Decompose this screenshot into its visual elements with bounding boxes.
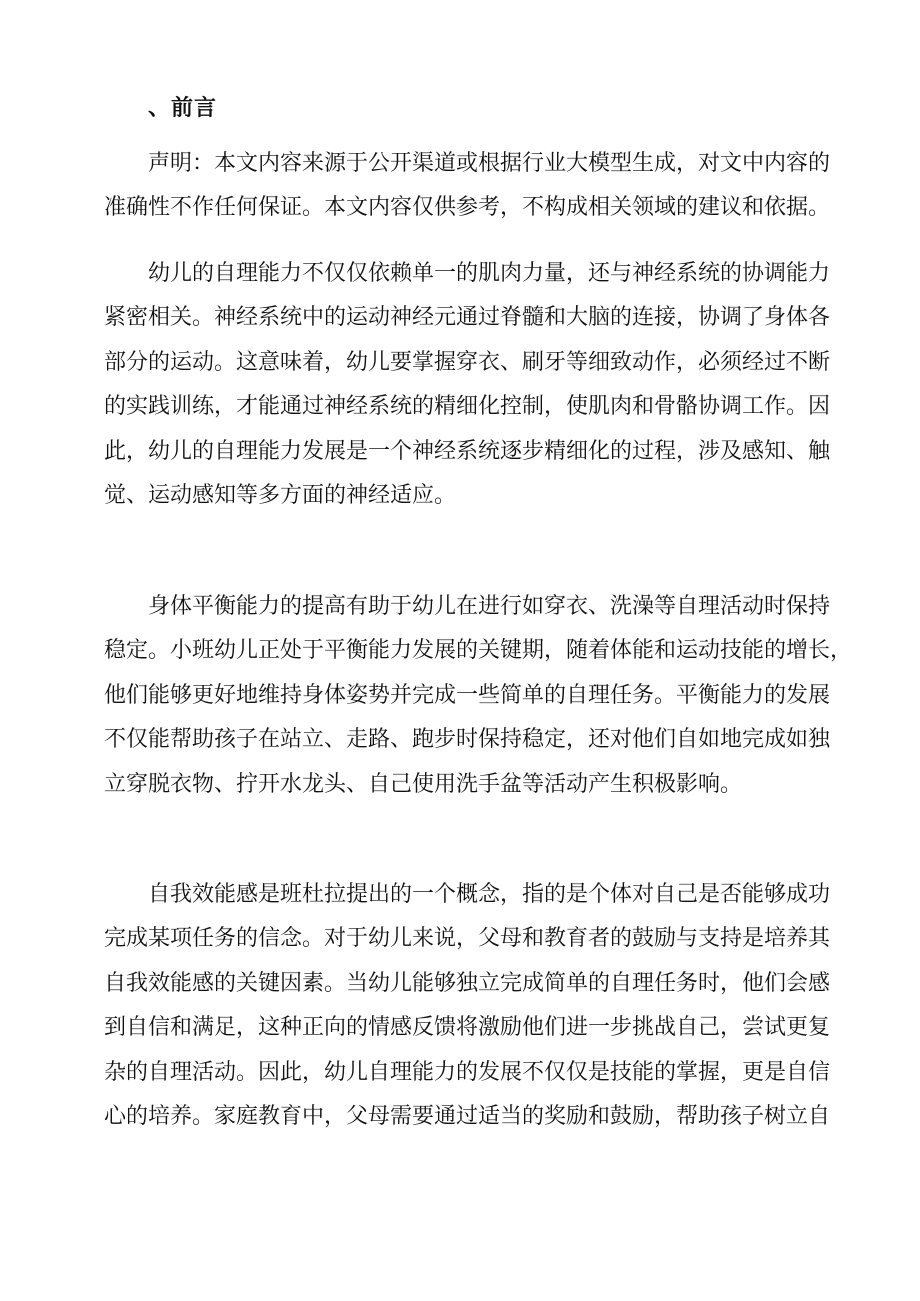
paragraph-line: 心的培养。家庭教育中，父母需要通过适当的奖励和鼓励，帮助孩子树立自 [104,1104,831,1130]
paragraph-line: 他们能够更好地维持身体姿势并完成一些简单的自理任务。平衡能力的发展 [104,682,831,708]
paragraph-line: 身体平衡能力的提高有助于幼儿在进行如穿衣、洗澡等自理活动时保持 [148,594,831,619]
body-paragraph-balance [104,585,853,807]
paragraph-line: 准确性不作任何保证。本文内容仅供参考，不构成相关领域的建议和依据。 [104,195,831,221]
paragraph-line: 杂的自理活动。因此，幼儿自理能力的发展不仅仅是技能的掌握，更是自信 [104,1059,831,1085]
paragraph-line: 稳定。小班幼儿正处于平衡能力发展的关键期，随着体能和运动技能的增长， [104,638,853,664]
paragraph-line: 的实践训练，才能通过神经系统的精细化控制，使肌肉和骨骼协调工作。因 [104,394,831,420]
paragraph-line: 此，幼儿的自理能力发展是一个神经系统逐步精细化的过程，涉及感知、触 [104,438,831,464]
paragraph-line: 自我效能感的关键因素。当幼儿能够独立完成简单的自理任务时，他们会感 [104,970,831,996]
paragraph-line: 幼儿的自理能力不仅仅依赖单一的肌肉力量，还与神经系统的协调能力 [148,261,831,286]
paragraph-line: 完成某项任务的信念。对于幼儿来说，父母和教育者的鼓励与支持是培养其 [104,926,831,952]
paragraph-line: 到自信和满足，这种正向的情感反馈将激励他们进一步挑战自己，尝试更复 [104,1015,831,1041]
body-paragraph-self-efficacy [104,873,839,1139]
paragraph-line: 声明：本文内容来源于公开渠道或根据行业大模型生成，对文中内容的 [148,151,831,176]
paragraph-line: 立穿脱衣物、拧开水龙头、自己使用洗手盆等活动产生积极影响。 [104,771,743,797]
disclaimer-paragraph [104,142,839,231]
paragraph-line: 紧密相关。神经系统中的运动神经元通过脊髓和大脑的连接，协调了身体各 [104,305,831,331]
section-heading: 、前言 [148,95,218,121]
paragraph-line: 觉、运动感知等多方面的神经适应。 [104,483,457,509]
body-paragraph-neural [104,252,839,518]
paragraph-line: 自我效能感是班杜拉提出的一个概念，指的是个体对自己是否能够成功 [148,882,831,907]
paragraph-line: 不仅能帮助孩子在站立、走路、跑步时保持稳定，还对他们自如地完成如独 [104,727,831,753]
paragraph-line: 部分的运动。这意味着，幼儿要掌握穿衣、刷牙等细致动作，必须经过不断 [104,349,831,375]
